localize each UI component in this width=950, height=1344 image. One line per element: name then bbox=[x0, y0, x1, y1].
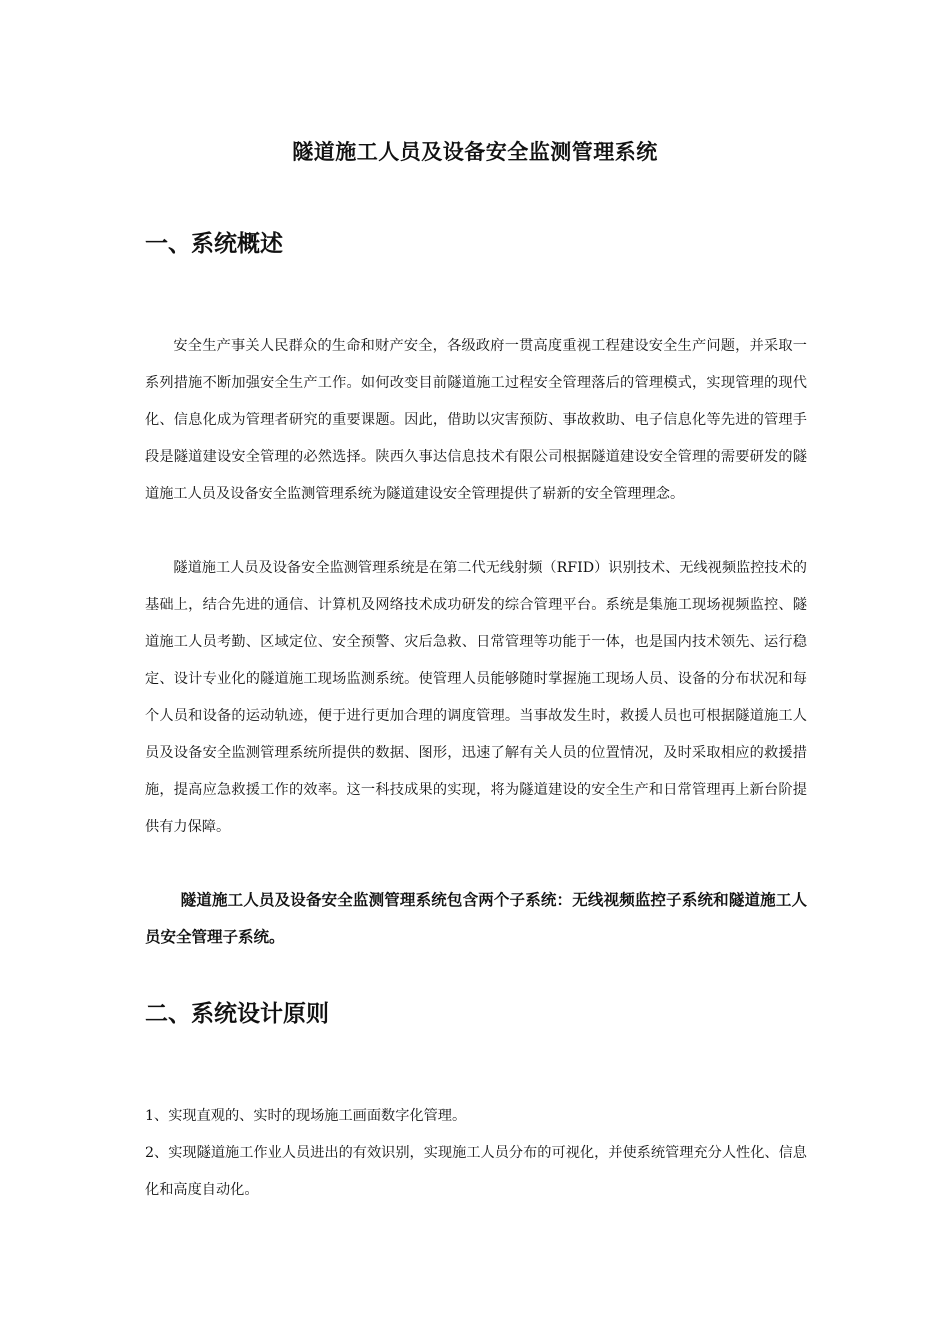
section-heading-overview: 一、系统概述 bbox=[145, 231, 283, 257]
overview-paragraph-1: 安全生产事关人民群众的生命和财产安全，各级政府一贯高度重视工程建设安全生产问题，并采取一系列措施不断加强安全生产工作。如何改变目前隧道施工过程安全管理落后的管理模式，实现管理的现代化、信息化成为管理者研究的重要课题。因此，借助以灾害预防、事故救助、电子信息化等先进的管理手段是隧道建设安全管理的必然选择。陕西久事达信息技术有限公司根据隧道建设安全管理的需要研发的隧道施工人员及设备安全监测管理系统为隧道建设安全管理提供了崭新的安全管理理念。 bbox=[145, 338, 807, 502]
principle-item: 1、实现直观的、实时的现场施工画面数字化管理。 bbox=[145, 1108, 467, 1124]
principle-item: 2、实现隧道施工作业人员进出的有效识别，实现施工人员分布的可视化，并使系统管理充分人性化、信息化和高度自动化。 bbox=[145, 1145, 807, 1198]
overview-paragraph-subsystems: 隧道施工人员及设备安全监测管理系统包含两个子系统：无线视频监控子系统和隧道施工人员安全管理子系统。 bbox=[145, 891, 807, 946]
overview-paragraph-2: 隧道施工人员及设备安全监测管理系统是在第二代无线射频（RFID）识别技术、无线视频监控技术的基础上，结合先进的通信、计算机及网络技术成功研发的综合管理平台。系统是集施工现场视频监控、隧道施工人员考勤、区域定位、安全预警、灾后急救、日常管理等功能于一体，也是国内技术领先、运行稳定、设计专业化的隧道施工现场监测系统。使管理人员能够随时掌握施工现场人员、设备的分布状况和每个人员和设备的运动轨迹，便于进行更加合理的调度管理。当事故发生时，救援人员也可根据隧道施工人员及设备安全监测管理系统所提供的数据、图形，迅速了解有关人员的位置情况，及时采取相应的救援措施，提高应急救援工作的效率。这一科技成果的实现，将为隧道建设的安全生产和日常管理再上新台阶提供有力保障。 bbox=[145, 560, 807, 835]
document-title: 隧道施工人员及设备安全监测管理系统 bbox=[292, 140, 658, 164]
section-heading-design-principles: 二、系统设计原则 bbox=[145, 1001, 329, 1027]
